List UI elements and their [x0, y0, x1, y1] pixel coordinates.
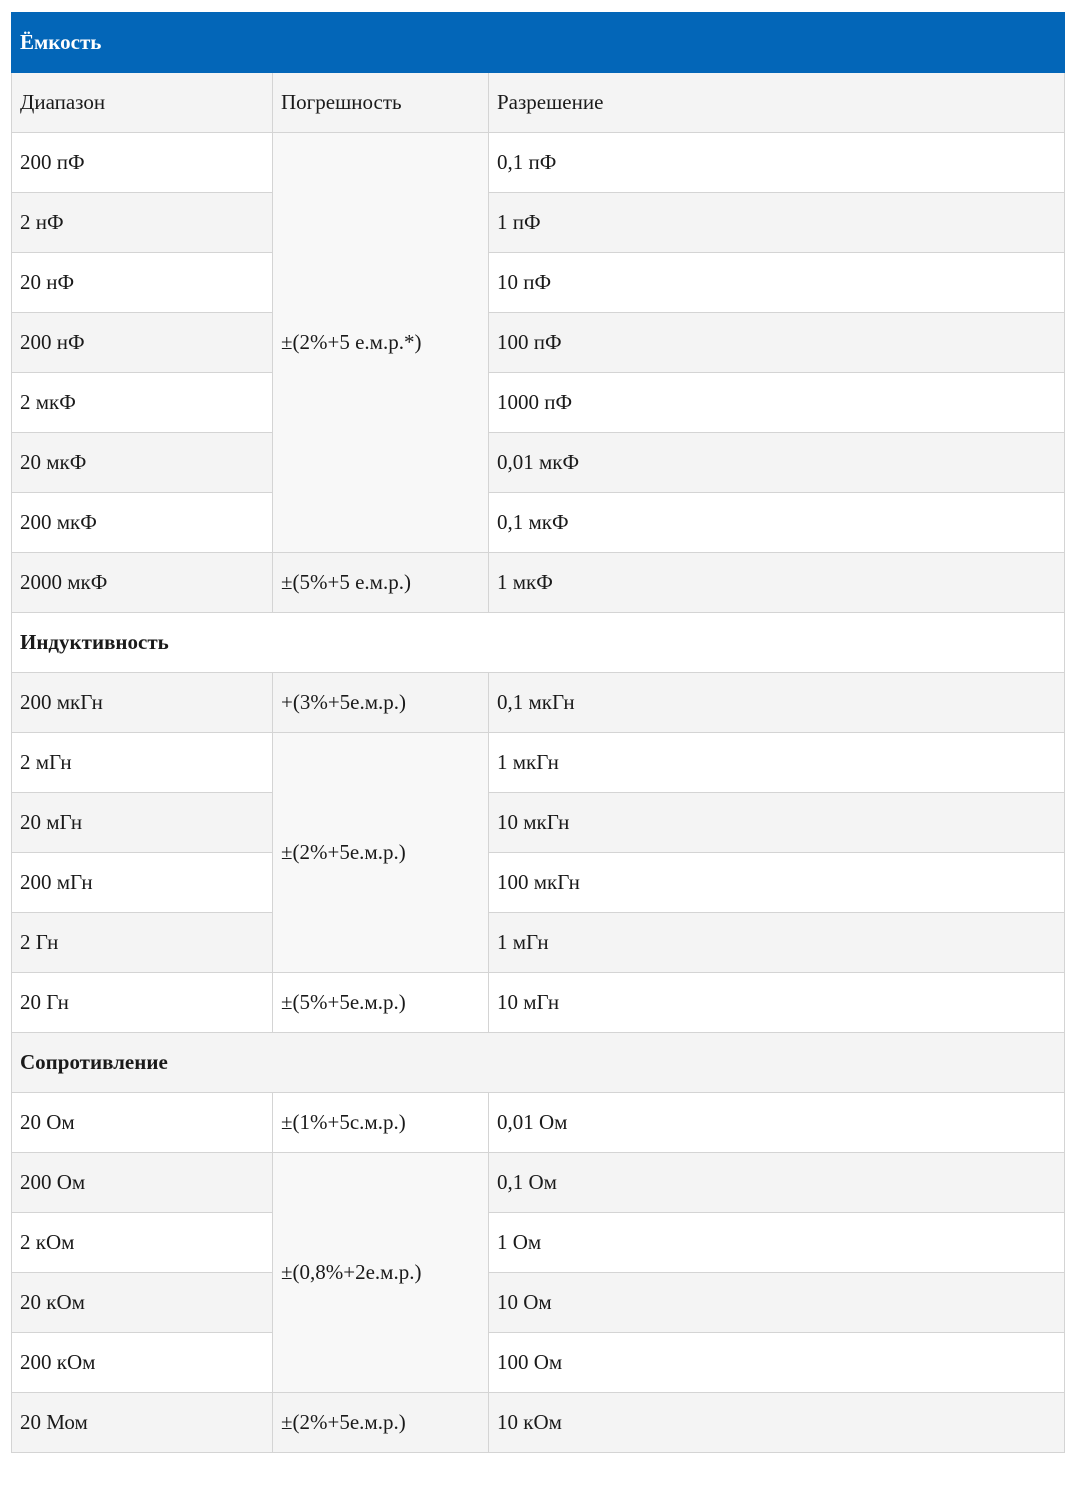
- section-row-inductance: [12, 613, 1065, 673]
- title-row: [12, 13, 1065, 73]
- table-row: [12, 1213, 1065, 1273]
- error-cell: ±(2%+5е.м.р.): [273, 733, 489, 973]
- range-cell: 20 Ом: [12, 1093, 273, 1153]
- table-row: [12, 913, 1065, 973]
- table-row: [12, 1153, 1065, 1213]
- resolution-cell: 100 мкГн: [489, 853, 1065, 913]
- range-cell: 2 мкФ: [12, 373, 273, 433]
- table-row: [12, 733, 1065, 793]
- resolution-cell: 1 мГн: [489, 913, 1065, 973]
- range-cell: 200 пФ: [12, 133, 273, 193]
- section-row-resistance: [12, 1033, 1065, 1093]
- range-cell: 20 Гн: [12, 973, 273, 1033]
- table-row: [12, 973, 1065, 1033]
- range-cell: 200 мкГн: [12, 673, 273, 733]
- table-row: [12, 793, 1065, 853]
- resolution-cell: 10 мГн: [489, 973, 1065, 1033]
- table-row: [12, 133, 1065, 193]
- range-cell: 20 мкФ: [12, 433, 273, 493]
- resolution-cell: 100 Ом: [489, 1333, 1065, 1393]
- table-row: [12, 433, 1065, 493]
- header-row: [12, 73, 1065, 133]
- table-row: [12, 853, 1065, 913]
- resolution-cell: 1 мкГн: [489, 733, 1065, 793]
- resolution-cell: 10 Ом: [489, 1273, 1065, 1333]
- table-row: [12, 1093, 1065, 1153]
- table-row: [12, 493, 1065, 553]
- range-cell: 20 Мом: [12, 1393, 273, 1453]
- range-cell: 2 нФ: [12, 193, 273, 253]
- range-cell: 200 мГн: [12, 853, 273, 913]
- table-title: Ёмкость: [12, 13, 1065, 73]
- range-cell: 200 мкФ: [12, 493, 273, 553]
- section-label: Сопротивление: [12, 1033, 1065, 1093]
- header-error: Погрешность: [273, 73, 489, 133]
- resolution-cell: 1 пФ: [489, 193, 1065, 253]
- table-row: [12, 673, 1065, 733]
- resolution-cell: 0,1 мкГн: [489, 673, 1065, 733]
- range-cell: 2000 мкФ: [12, 553, 273, 613]
- range-cell: 200 кОм: [12, 1333, 273, 1393]
- range-cell: 20 кОм: [12, 1273, 273, 1333]
- table-row: [12, 313, 1065, 373]
- header-range: Диапазон: [12, 73, 273, 133]
- error-cell: ±(2%+5е.м.р.): [273, 1393, 489, 1453]
- resolution-cell: 100 пФ: [489, 313, 1065, 373]
- resolution-cell: 1000 пФ: [489, 373, 1065, 433]
- error-cell: +(3%+5е.м.р.): [273, 673, 489, 733]
- error-cell: ±(1%+5с.м.р.): [273, 1093, 489, 1153]
- resolution-cell: 10 пФ: [489, 253, 1065, 313]
- table-row: [12, 373, 1065, 433]
- resolution-cell: 0,1 мкФ: [489, 493, 1065, 553]
- range-cell: 200 нФ: [12, 313, 273, 373]
- range-cell: 2 Гн: [12, 913, 273, 973]
- table-row: [12, 1273, 1065, 1333]
- table-row: [12, 253, 1065, 313]
- error-cell: ±(5%+5 е.м.р.): [273, 553, 489, 613]
- table-row: [12, 1393, 1065, 1453]
- resolution-cell: 10 мкГн: [489, 793, 1065, 853]
- resolution-cell: 1 Ом: [489, 1213, 1065, 1273]
- resolution-cell: 0,1 Ом: [489, 1153, 1065, 1213]
- resolution-cell: 1 мкФ: [489, 553, 1065, 613]
- error-cell: ±(5%+5е.м.р.): [273, 973, 489, 1033]
- resolution-cell: 0,01 Ом: [489, 1093, 1065, 1153]
- range-cell: 200 Ом: [12, 1153, 273, 1213]
- range-cell: 20 мГн: [12, 793, 273, 853]
- resolution-cell: 0,01 мкФ: [489, 433, 1065, 493]
- table-row: [12, 1333, 1065, 1393]
- range-cell: 20 нФ: [12, 253, 273, 313]
- error-cell: ±(0,8%+2е.м.р.): [273, 1153, 489, 1393]
- spec-table: [11, 12, 1065, 1453]
- header-resolution: Разрешение: [489, 73, 1065, 133]
- section-label: Индуктивность: [12, 613, 1065, 673]
- resolution-cell: 0,1 пФ: [489, 133, 1065, 193]
- error-cell: ±(2%+5 е.м.р.*): [273, 133, 489, 553]
- table-row: [12, 553, 1065, 613]
- range-cell: 2 кОм: [12, 1213, 273, 1273]
- table-row: [12, 193, 1065, 253]
- range-cell: 2 мГн: [12, 733, 273, 793]
- resolution-cell: 10 кОм: [489, 1393, 1065, 1453]
